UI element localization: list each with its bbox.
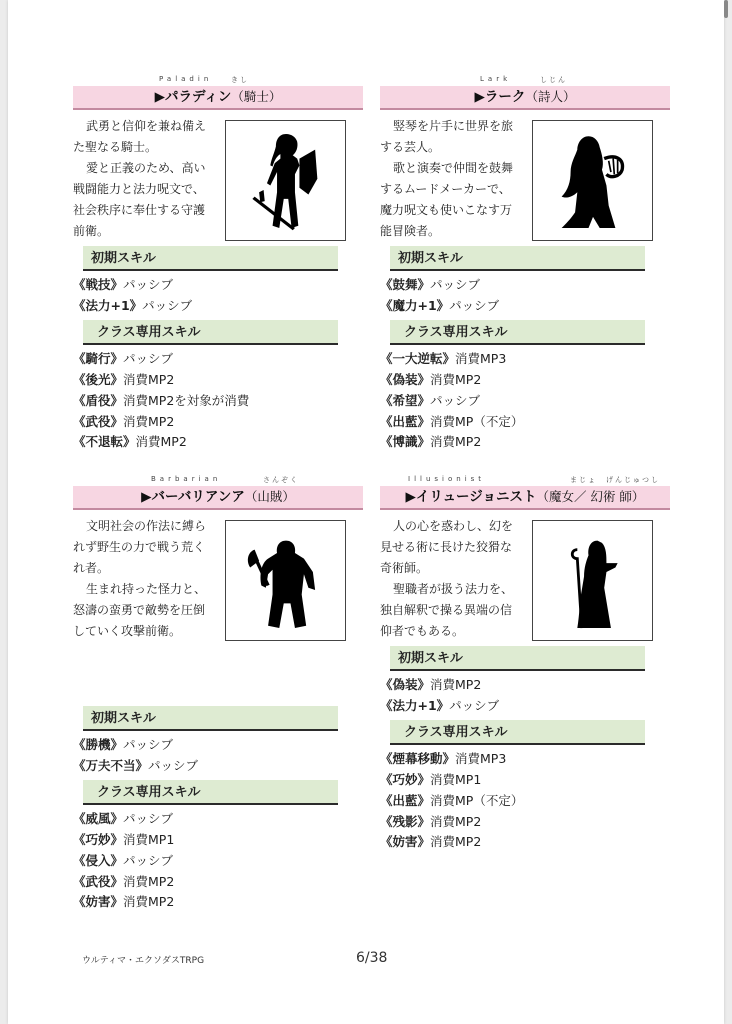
description-paragraph: 聖職者が扱う法力を、独自解釈で操る異端の信仰者でもある。 <box>380 582 514 638</box>
class-portrait <box>532 120 653 241</box>
class-subtitle: （詩人） <box>525 89 576 104</box>
description-paragraph: 竪琴を片手に世界を旅する芸人。 <box>380 119 514 154</box>
skill-item <box>73 735 363 756</box>
skill-item <box>73 851 363 872</box>
skill-item <box>73 275 363 296</box>
ruby-english: Illusionist <box>408 475 486 483</box>
class-block-paladin <box>73 74 363 457</box>
skill-cost: 消費MP2 <box>123 873 175 889</box>
skill-name: 《威風》 <box>73 811 124 827</box>
description-paragraph: 文明社会の作法に縛られず野生の力で戦う荒くれ者。 <box>73 519 207 575</box>
class-description <box>73 516 213 642</box>
class-intro <box>380 516 670 646</box>
ruby-japanese: まじょ げんじゅつし <box>570 476 660 484</box>
skill-cost: 消費MP1 <box>430 772 482 788</box>
ruby-english: Paladin <box>159 75 213 83</box>
skill-item <box>380 275 670 296</box>
skill-item <box>73 412 363 433</box>
class-block-illusionist <box>380 474 670 857</box>
skill-item <box>73 391 363 412</box>
skill-name: 《博識》 <box>380 434 431 450</box>
skill-name: 《武役》 <box>73 413 124 429</box>
class-block-lark <box>380 74 670 457</box>
skill-item <box>73 756 363 777</box>
class-skills-header: クラス専用スキル <box>83 320 338 345</box>
class-title <box>380 486 670 510</box>
skill-cost: パッシブ <box>123 811 174 827</box>
ruby-japanese: きし <box>231 76 249 84</box>
class-skills-list <box>380 349 670 453</box>
scrollbar[interactable] <box>724 0 728 18</box>
skill-cost: 消費MP2 <box>123 894 175 910</box>
class-skills-header: クラス専用スキル <box>83 780 338 805</box>
class-name: ▶バーバリアンア <box>141 489 245 505</box>
page-number: 6/38 <box>356 950 388 966</box>
skill-name: 《盾役》 <box>73 392 124 408</box>
class-ruby <box>380 74 670 86</box>
skill-item <box>73 830 363 851</box>
class-subtitle: （山賊） <box>244 489 295 504</box>
footer-title: ウルティマ・エクソダスTRPG <box>82 956 205 966</box>
skill-item <box>380 675 670 696</box>
class-name: ▶ラーク <box>474 89 526 105</box>
skill-item <box>73 872 363 893</box>
skill-name: 《妨害》 <box>380 834 431 850</box>
initial-skills-header: 初期スキル <box>83 706 338 731</box>
class-subtitle: （騎士） <box>231 89 282 104</box>
skill-name: 《法力+1》 <box>73 297 143 313</box>
class-block-barbarian <box>73 474 363 917</box>
skill-name: 《一大逆転》 <box>380 351 456 367</box>
skill-item <box>73 432 363 453</box>
skill-item <box>73 892 363 913</box>
skill-item <box>380 349 670 370</box>
class-ruby <box>380 474 670 486</box>
skill-item <box>380 296 670 317</box>
skill-item <box>380 812 670 833</box>
class-portrait <box>225 120 346 241</box>
description-paragraph: 武勇と信仰を兼ね備えた聖なる騎士。 <box>73 119 207 154</box>
skill-cost: 消費MP2 <box>123 413 175 429</box>
skill-cost: パッシブ <box>123 277 174 292</box>
skill-name: 《煙幕移動》 <box>380 751 456 767</box>
class-ruby <box>73 74 363 86</box>
class-skills-header: クラス専用スキル <box>390 320 645 345</box>
initial-skills-list <box>73 735 363 776</box>
skill-cost: パッシブ <box>430 392 481 408</box>
skill-name: 《不退転》 <box>73 434 136 450</box>
skill-name: 《巧妙》 <box>73 832 124 848</box>
skill-cost: 消費MP（不定） <box>430 413 524 429</box>
skill-item <box>73 809 363 830</box>
skill-item <box>380 412 670 433</box>
skill-cost: 消費MP2 <box>430 813 482 829</box>
initial-skills-list <box>73 275 363 316</box>
skill-cost: 消費MP3 <box>455 751 507 767</box>
skill-cost: 消費MP2 <box>135 434 187 450</box>
skill-name: 《巧妙》 <box>380 772 431 788</box>
skill-item <box>380 432 670 453</box>
initial-skills-list <box>380 675 670 716</box>
bard-with-lyre-silhouette-icon <box>537 125 649 237</box>
skill-name: 《法力+1》 <box>380 697 450 713</box>
skill-name: 《戦技》 <box>73 277 124 292</box>
skill-name: 《騎行》 <box>73 351 124 367</box>
skill-cost: パッシブ <box>430 277 481 292</box>
class-description <box>73 116 213 242</box>
skill-cost: 消費MP1 <box>123 832 175 848</box>
skill-item <box>380 832 670 853</box>
skill-name: 《希望》 <box>380 392 431 408</box>
paladin-silhouette-icon <box>230 125 342 237</box>
skill-name: 《鼓舞》 <box>380 277 431 292</box>
class-intro <box>73 516 363 706</box>
ruby-english: Lark <box>480 75 512 83</box>
skill-name: 《偽装》 <box>380 372 431 388</box>
skill-item <box>73 349 363 370</box>
skill-item <box>380 696 670 717</box>
skill-item <box>73 370 363 391</box>
skill-item <box>380 791 670 812</box>
initial-skills-header: 初期スキル <box>83 246 338 271</box>
skill-name: 《魔力+1》 <box>380 297 450 313</box>
ruby-english: Barbarian <box>151 475 222 483</box>
description-paragraph: 愛と正義のため、高い戦闘能力と法力呪文で、社会秩序に奉仕する守護前衛。 <box>73 161 206 238</box>
class-intro <box>73 116 363 246</box>
skill-item <box>380 391 670 412</box>
initial-skills-list <box>380 275 670 316</box>
skill-cost: パッシブ <box>142 297 193 313</box>
class-skills-header: クラス専用スキル <box>390 720 645 745</box>
document-page <box>8 0 724 1024</box>
class-skills-list <box>73 349 363 453</box>
skill-name: 《出藍》 <box>380 413 431 429</box>
skill-cost: 消費MP2 <box>430 677 482 692</box>
skill-cost: パッシブ <box>449 297 500 313</box>
skill-name: 《武役》 <box>73 873 124 889</box>
skill-name: 《勝機》 <box>73 737 124 752</box>
skill-cost: 消費MP3 <box>455 351 507 367</box>
class-name: ▶イリュージョニスト <box>405 489 537 505</box>
skill-item <box>380 749 670 770</box>
class-portrait <box>532 520 653 641</box>
skill-cost: 消費MP2 <box>430 834 482 850</box>
skill-cost: 消費MP2 <box>430 434 482 450</box>
skill-cost: パッシブ <box>148 757 199 773</box>
class-title <box>73 486 363 510</box>
class-subtitle: （魔女／ 幻術 師） <box>536 489 645 504</box>
skill-name: 《残影》 <box>380 813 431 829</box>
skill-item <box>380 770 670 791</box>
skill-name: 《万夫不当》 <box>73 757 149 773</box>
skill-name: 《妨害》 <box>73 894 124 910</box>
class-intro <box>380 116 670 246</box>
description-paragraph: 人の心を惑わし、幻を見せる術に長けた狡猾な奇術師。 <box>380 519 514 575</box>
skill-item <box>380 370 670 391</box>
skill-cost: パッシブ <box>123 737 174 752</box>
ruby-japanese: さんぞく <box>263 476 299 484</box>
class-title <box>73 86 363 110</box>
skill-cost: 消費MP2を対象が消費 <box>123 392 250 408</box>
class-description <box>380 116 520 242</box>
class-skills-list <box>73 809 363 913</box>
skill-name: 《後光》 <box>73 372 124 388</box>
initial-skills-header: 初期スキル <box>390 646 645 671</box>
class-skills-list <box>380 749 670 853</box>
skill-cost: 消費MP（不定） <box>430 792 524 808</box>
skill-cost: パッシブ <box>123 351 174 367</box>
barbarian-with-axe-silhouette-icon <box>230 525 342 637</box>
skill-cost: パッシブ <box>123 852 174 868</box>
skill-cost: 消費MP2 <box>123 372 175 388</box>
skill-cost: パッシブ <box>449 697 500 713</box>
skill-item <box>73 296 363 317</box>
skill-name: 《偽装》 <box>380 677 431 692</box>
class-description <box>380 516 520 642</box>
class-portrait <box>225 520 346 641</box>
skill-name: 《侵入》 <box>73 852 124 868</box>
witch-with-staff-silhouette-icon <box>537 525 649 637</box>
class-name: ▶パラディン <box>154 89 232 105</box>
ruby-japanese: しじん <box>540 76 567 84</box>
class-ruby <box>73 474 363 486</box>
skill-name: 《出藍》 <box>380 792 431 808</box>
description-paragraph: 歌と演奏で仲間を鼓舞するムードメーカーで、魔力呪文も使いこなす万能冒険者。 <box>380 161 514 238</box>
description-paragraph: 生まれ持った怪力と、怒濤の蛮勇で敵勢を圧倒していく攻撃前衛。 <box>73 582 207 638</box>
class-title <box>380 86 670 110</box>
initial-skills-header: 初期スキル <box>390 246 645 271</box>
skill-cost: 消費MP2 <box>430 372 482 388</box>
